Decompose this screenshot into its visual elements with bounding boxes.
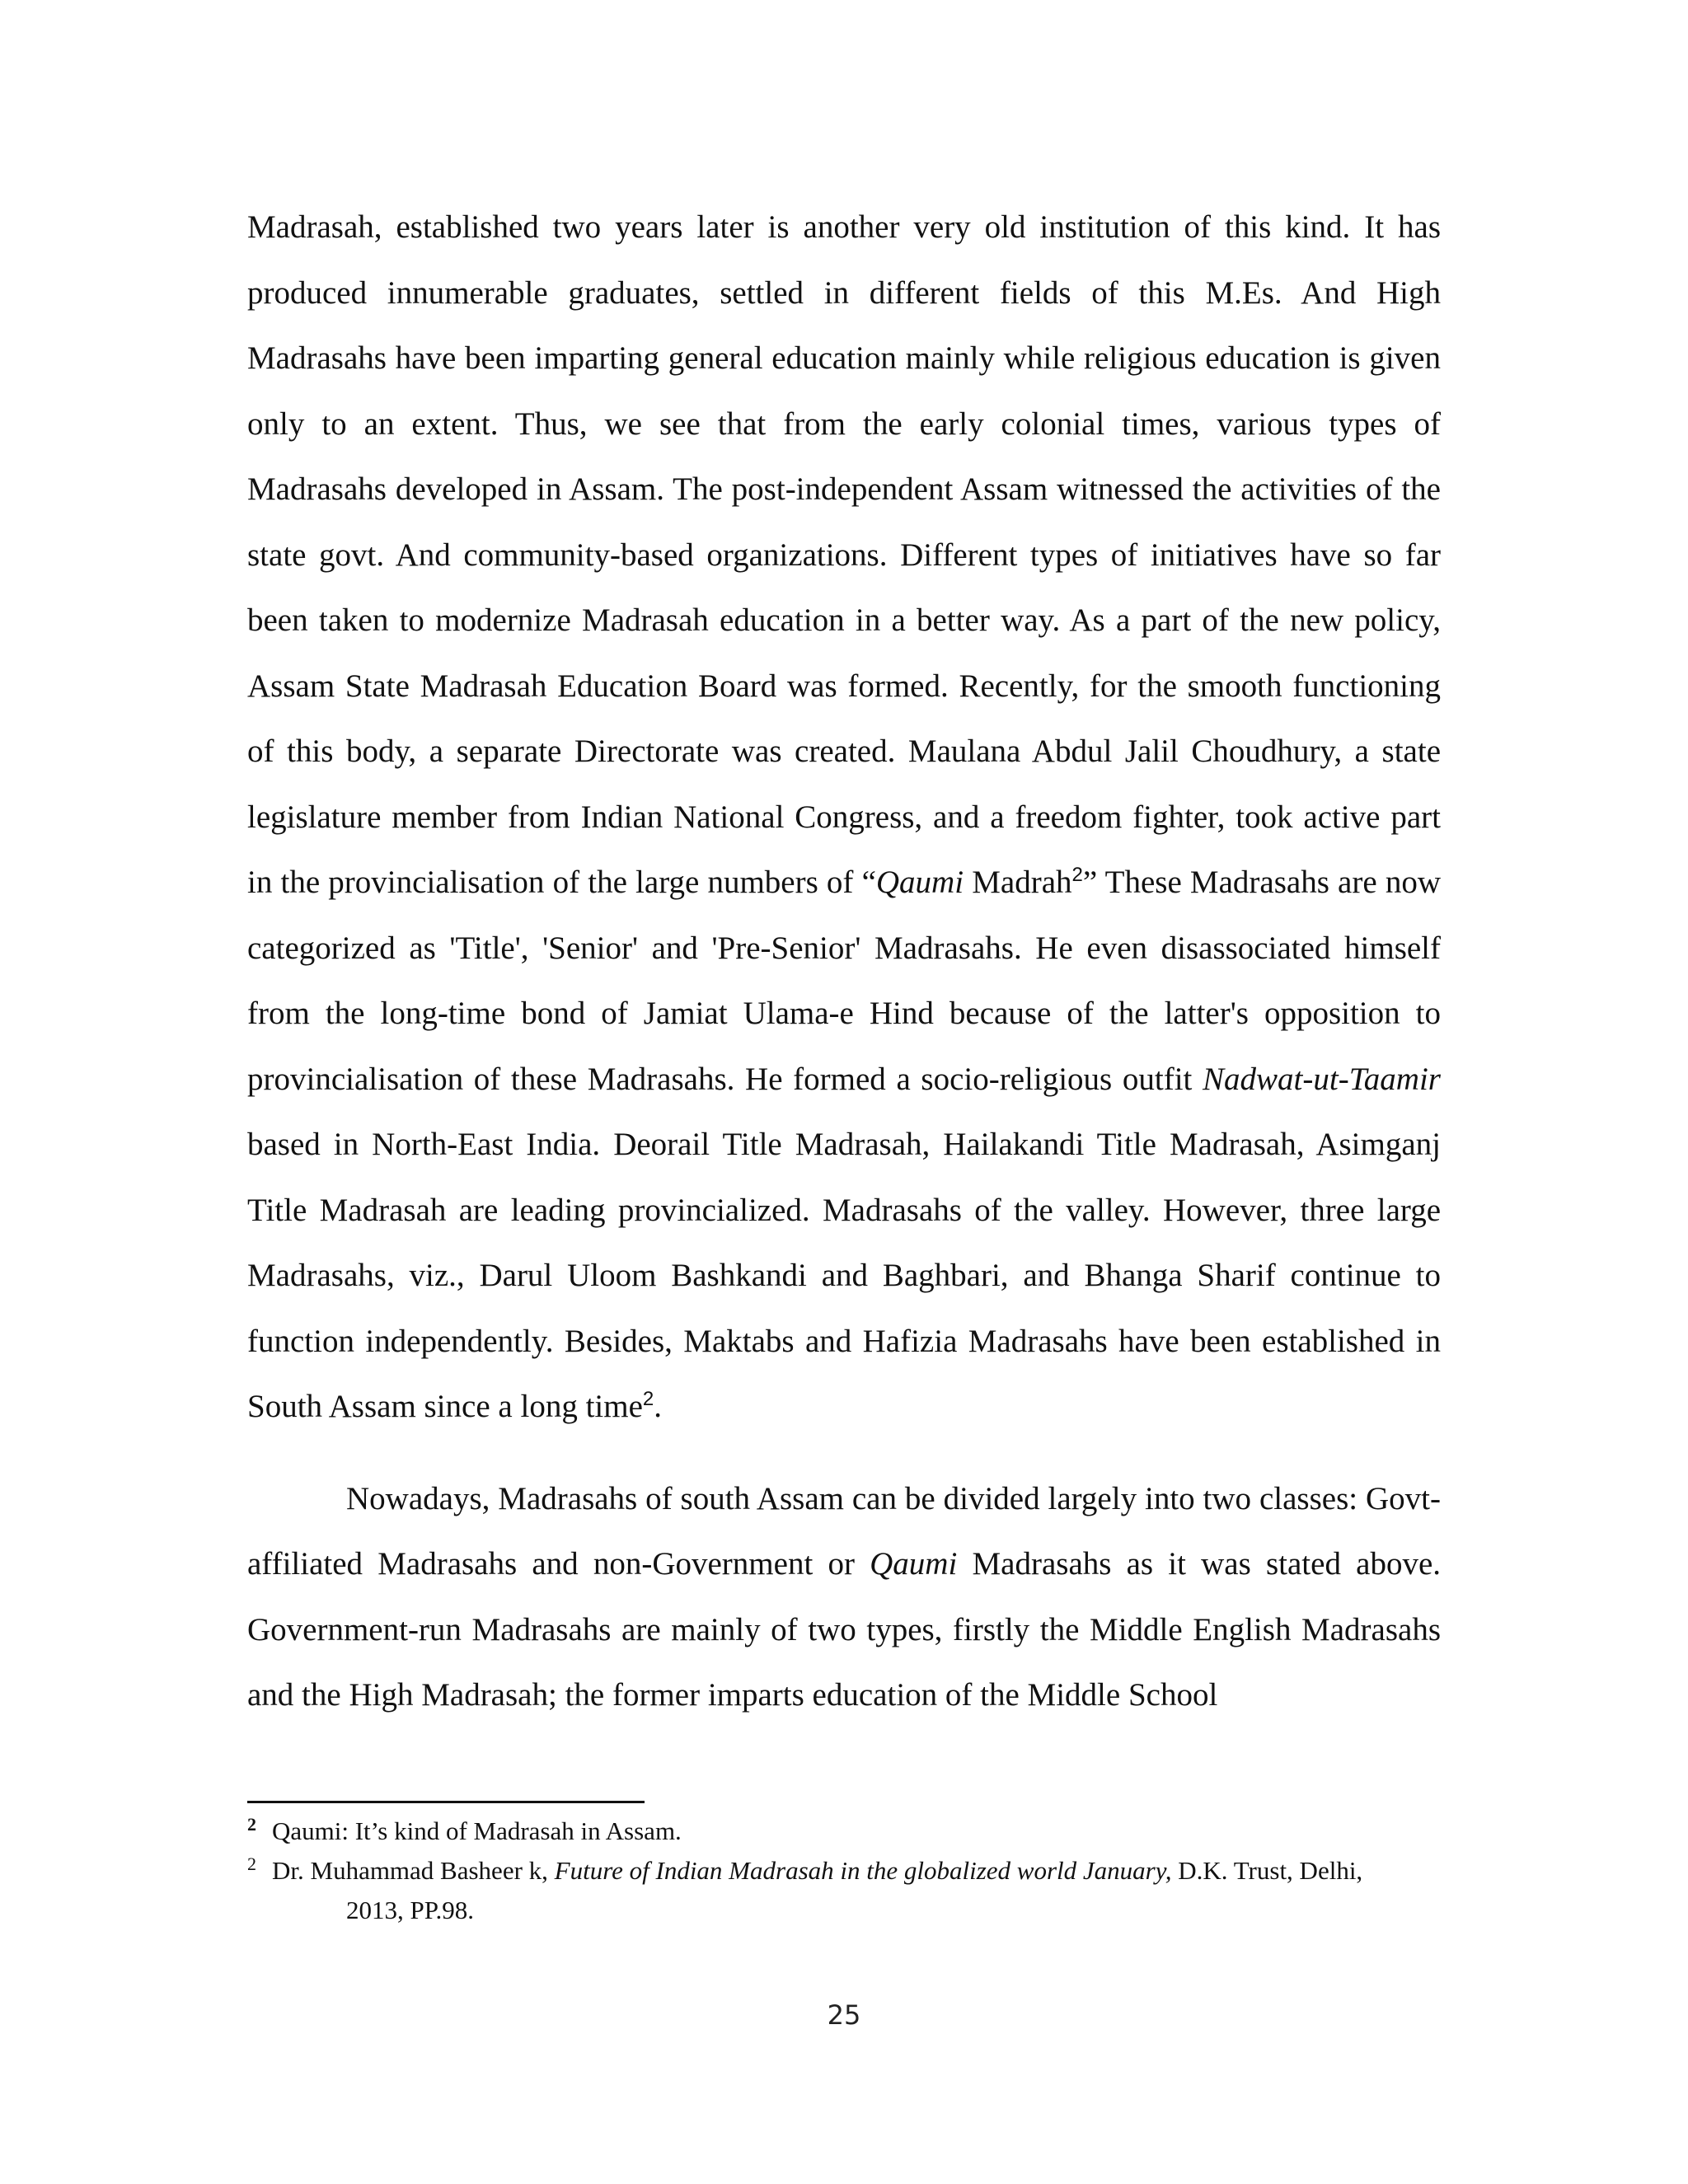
- footnote-text: Dr. Muhammad Basheer k,: [272, 1856, 555, 1885]
- italic-term-nadwat: Nadwat-ut-Taamir: [1203, 1061, 1441, 1097]
- footnote-reference: 2: [1071, 864, 1083, 886]
- italic-term-qaumi: Qaumi: [875, 865, 964, 900]
- paragraph-1: [247, 194, 1441, 1440]
- page-number: 25: [827, 1999, 861, 2031]
- footnote-mark: 2: [247, 1854, 256, 1874]
- paragraph-text: .: [654, 1389, 662, 1424]
- footnote-text-continued: 2013, PP.98.: [346, 1896, 475, 1924]
- footnote-text: Qaumi: It’s kind of Madrasah in Assam.: [272, 1816, 682, 1845]
- paragraph-text: based in North-East India. Deorail Title Madrasah, Hailakandi Title Madrasah, Asimganj Title Madrasah are leading provincialized. Madrasahs of the valley. However, three large Madrasahs, viz., Darul Uloom Bashkandi and Baghbari, and Bhanga Sharif continue to function independently. Besides, Maktabs and Hafizia Madrasahs have been established in South Assam since a long time: [247, 1127, 1441, 1424]
- footnote-2: [247, 1851, 1441, 1930]
- footnote-text: D.K. Trust, Delhi,: [1171, 1856, 1363, 1885]
- footnotes: [247, 1811, 1441, 1930]
- footnote-1: [247, 1811, 1441, 1851]
- body-text: [247, 194, 1441, 1728]
- italic-term-qaumi: Qaumi: [870, 1546, 958, 1582]
- footnote-mark: 2: [247, 1814, 256, 1835]
- paragraph-text: Madrasah, established two years later is another very old institution of this kind. It has produced innumerable graduates, settled in different fields of this M.Es. And High Madrasahs have been imparting general education mainly while religious education is given only to an extent. Thus, we see that from the early colonial times, various types of Madrasahs developed in Assam. The post-independent Assam witnessed the activities of the state govt. And community-based organizations. Different types of initiatives have so far been taken to modernize Madrasah education in a better way. As a part of the new policy, Assam State Madrasah Education Board was formed. Recently, for the smooth functioning of this body, a separate Directorate was created. Maulana Abdul Jalil Choudhury, a state legislature member from Indian National Congress, and a freedom fighter, took active part in the provincialisation of the large numbers of “: [247, 209, 1441, 900]
- paragraph-text: Madrah: [964, 865, 1072, 900]
- footnote-divider: [247, 1801, 645, 1803]
- paragraph-text: Nowadays, Madrasahs of south Assam can be divided largely into two classes: Govt-affiliated Madrasahs and non-Government or: [247, 1480, 1441, 1582]
- footnote-book-title: Future of Indian Madrasah in the globalized world January,: [554, 1856, 1172, 1885]
- footnote-reference: 2: [642, 1388, 654, 1410]
- paragraph-text: ” These Madrasahs are now categorized as 'Title', 'Senior' and 'Pre-Senior' Madrasahs. He even disassociated himself from the long-time bond of Jamiat Ulama-e Hind because of the latter's opposition to provincialisation of these Madrasahs. He formed a socio-religious outfit: [247, 865, 1441, 1097]
- paragraph-text: Madrasahs as it was stated above. Government-run Madrasahs are mainly of two types, firstly the Middle English Madrasahs and the High Madrasah; the former imparts education of the Middle School: [247, 1546, 1442, 1713]
- paragraph-2: [247, 1466, 1441, 1728]
